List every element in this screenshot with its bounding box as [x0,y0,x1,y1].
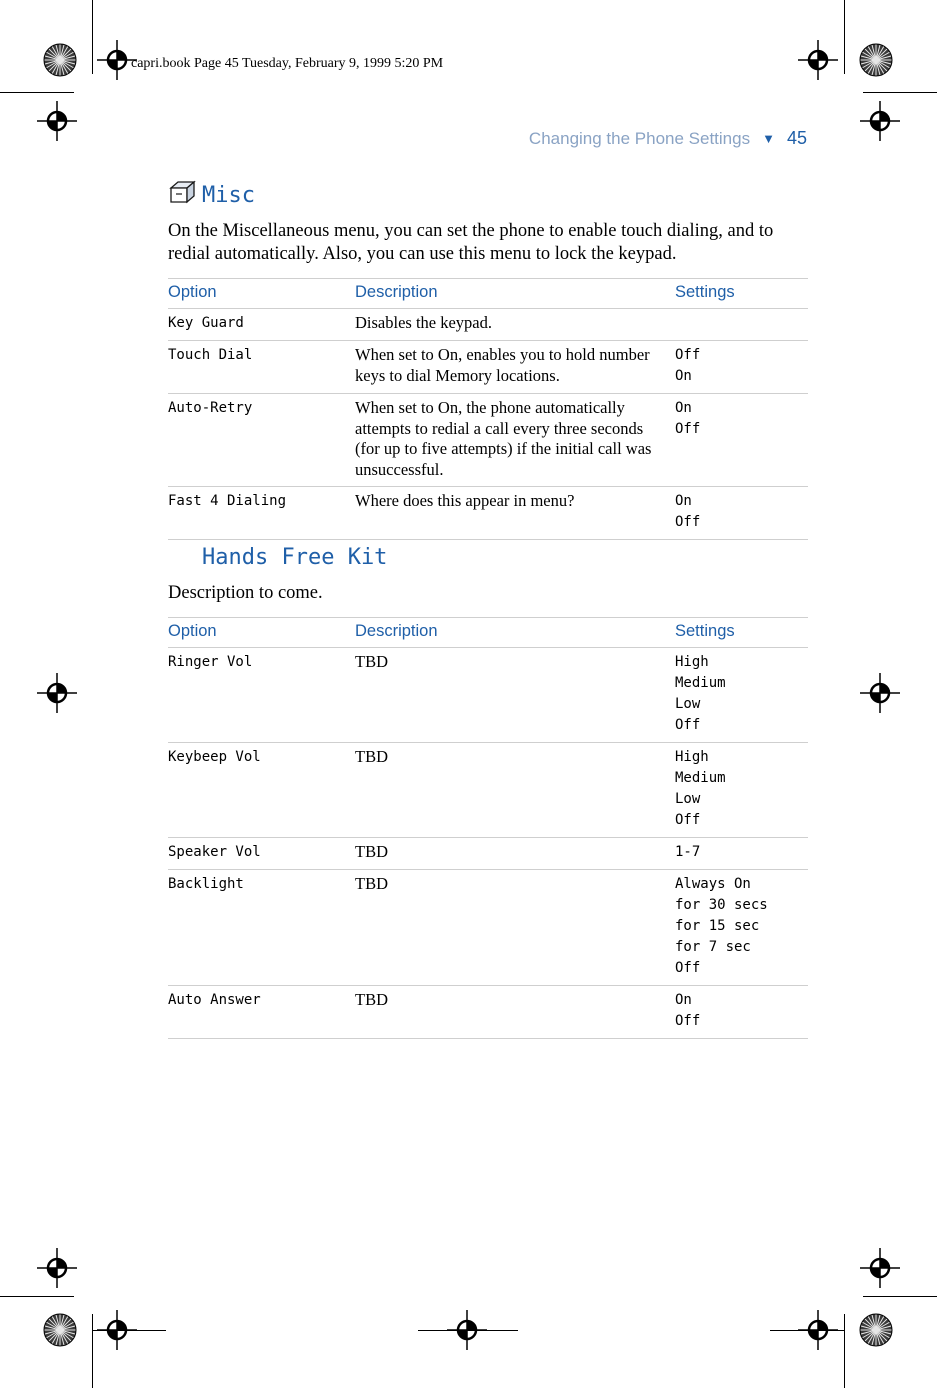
crop-line [863,1296,937,1297]
running-head-chapter: Changing the Phone Settings [528,128,751,148]
description-cell: When set to On, enables you to hold number keys to dial Memory locations. [355,341,675,394]
cube-icon [168,180,196,210]
crop-line [844,1314,845,1388]
description-cell: Disables the keypad. [355,309,675,341]
crop-line [0,1296,74,1297]
option-cell: Ringer Vol [168,648,355,743]
crop-line [863,92,937,93]
setting-value: Off [675,812,701,828]
crop-line [418,1330,518,1331]
setting-value: High [675,654,709,670]
hands-free-intro: Description to come. [168,583,323,603]
option-cell: Auto Answer [168,986,355,1039]
setting-value: for 7 sec [675,939,751,955]
settings-cell [675,394,808,487]
settings-cell [675,648,808,743]
column-header: Settings [675,279,808,309]
page-number: 45 [786,128,807,148]
misc-intro: On the Miscellaneous menu, you can set the phone to enable touch dialing, and to redial automatically. Also, you can use this menu to lock the keypad. [168,221,774,264]
description-cell: Where does this appear in menu? [355,487,675,540]
setting-value: Off [675,421,701,437]
settings-cell [675,838,808,870]
table-row [168,870,808,986]
setting-value: 1-7 [675,844,701,860]
crop-line [844,0,845,74]
setting-value: On [675,493,692,509]
option-cell: Fast 4 Dialing [168,487,355,540]
misc-table [168,278,808,540]
registration-target-icon [860,101,900,141]
description-cell: TBD [355,986,675,1039]
setting-value: Off [675,347,701,363]
table-row [168,648,808,743]
hands-free-title: Hands Free Kit [202,545,388,570]
setting-value: Medium [675,770,726,786]
color-star-icon [858,42,894,78]
setting-value: Always On [675,876,751,892]
column-header: Settings [675,618,808,648]
color-star-icon [42,1312,78,1348]
setting-value: High [675,749,709,765]
registration-target-icon [860,1248,900,1288]
option-cell: Key Guard [168,309,355,341]
setting-value: Off [675,514,701,530]
table-row [168,309,808,341]
setting-value: Low [675,696,701,712]
table-row [168,986,808,1039]
table-row [168,487,808,540]
triangle-down-icon: ▼ [762,131,775,146]
option-cell: Touch Dial [168,341,355,394]
misc-section [168,180,808,540]
setting-value: for 15 sec [675,918,760,934]
table-row [168,838,808,870]
table-row [168,743,808,838]
crop-line [770,1330,844,1331]
settings-cell [675,986,808,1039]
crop-line [92,1330,166,1331]
description-cell: TBD [355,870,675,986]
settings-cell [675,487,808,540]
settings-cell [675,309,808,341]
registration-target-icon [37,673,77,713]
column-header: Option [168,279,355,309]
option-cell: Auto-Retry [168,394,355,487]
setting-value: On [675,400,692,416]
registration-target-icon [860,673,900,713]
registration-target-icon [37,1248,77,1288]
misc-title: Misc [202,182,255,208]
setting-value: On [675,368,692,384]
setting-value: On [675,992,692,1008]
color-star-icon [858,1312,894,1348]
setting-value: Off [675,1013,701,1029]
option-cell: Backlight [168,870,355,986]
hands-free-heading [168,545,808,570]
column-header: Description [355,279,675,309]
column-header: Description [355,618,675,648]
option-cell: Keybeep Vol [168,743,355,838]
registration-target-icon [37,101,77,141]
crop-line [92,0,93,74]
column-header: Option [168,618,355,648]
running-head [529,128,807,149]
settings-cell [675,743,808,838]
hands-free-section [168,545,808,1039]
color-star-icon [42,42,78,78]
setting-value: for 30 secs [675,897,768,913]
description-cell: TBD [355,648,675,743]
crop-line [92,1314,93,1388]
settings-cell [675,870,808,986]
setting-value: Off [675,960,701,976]
hands-free-table [168,617,808,1039]
registration-target-icon [798,40,838,80]
option-cell: Speaker Vol [168,838,355,870]
setting-value: Medium [675,675,726,691]
settings-cell [675,341,808,394]
crop-line [0,92,74,93]
print-stamp: capri.book Page 45 Tuesday, February 9, 1999 5:20 PM [131,56,444,71]
setting-value: Off [675,717,701,733]
table-row [168,341,808,394]
misc-heading [168,180,808,210]
setting-value: Low [675,791,701,807]
description-cell: TBD [355,838,675,870]
table-row [168,394,808,487]
description-cell: When set to On, the phone automatically attempts to redial a call every three seconds (for up to five attempts) if the initial call was unsuccessful. [355,394,675,487]
description-cell: TBD [355,743,675,838]
